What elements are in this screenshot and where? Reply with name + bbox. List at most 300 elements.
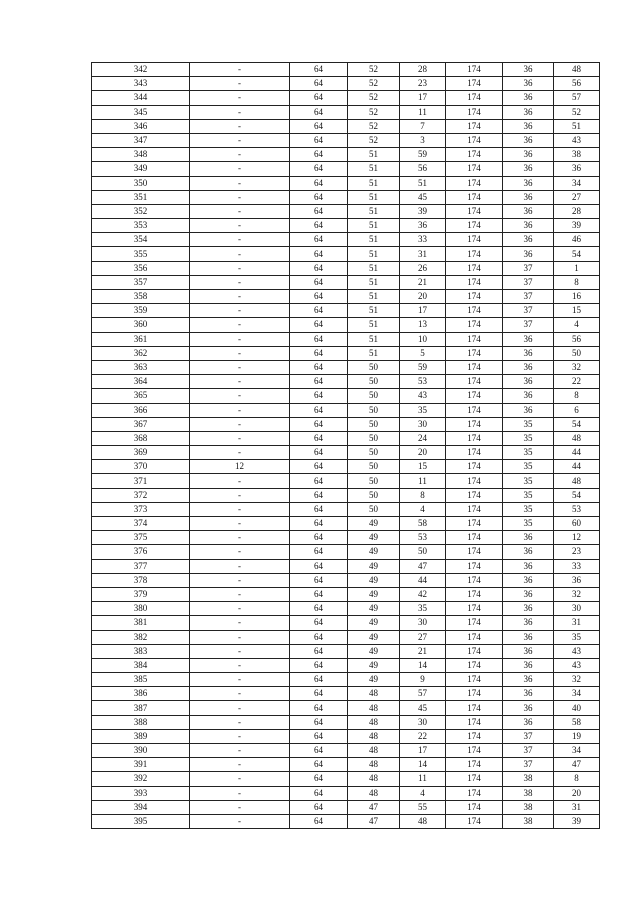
cell-col-h: 22 <box>554 375 600 389</box>
table-row <box>92 446 600 460</box>
cell-col-c: 64 <box>290 403 348 417</box>
cell-col-h: 51 <box>554 119 600 133</box>
cell-col-c: 64 <box>290 559 348 573</box>
cell-col-e: 21 <box>400 275 446 289</box>
cell-col-b: - <box>190 290 290 304</box>
cell-row-number: 375 <box>92 531 190 545</box>
table-row <box>92 275 600 289</box>
cell-col-c: 64 <box>290 119 348 133</box>
table-row <box>92 517 600 531</box>
cell-col-e: 51 <box>400 176 446 190</box>
cell-col-f: 174 <box>446 772 503 786</box>
cell-col-b: - <box>190 233 290 247</box>
table-row <box>92 502 600 516</box>
cell-col-h: 31 <box>554 616 600 630</box>
cell-col-c: 64 <box>290 247 348 261</box>
cell-col-e: 42 <box>400 587 446 601</box>
cell-col-e: 28 <box>400 63 446 77</box>
cell-row-number: 349 <box>92 162 190 176</box>
cell-col-g: 36 <box>503 587 554 601</box>
cell-col-h: 50 <box>554 346 600 360</box>
cell-col-d: 49 <box>348 630 400 644</box>
cell-col-b: - <box>190 162 290 176</box>
cell-col-h: 54 <box>554 247 600 261</box>
cell-col-c: 64 <box>290 417 348 431</box>
cell-col-h: 15 <box>554 304 600 318</box>
cell-col-b: - <box>190 687 290 701</box>
cell-col-g: 37 <box>503 304 554 318</box>
cell-col-g: 36 <box>503 119 554 133</box>
cell-col-d: 52 <box>348 77 400 91</box>
cell-col-b: - <box>190 673 290 687</box>
cell-row-number: 354 <box>92 233 190 247</box>
cell-col-c: 64 <box>290 744 348 758</box>
cell-row-number: 356 <box>92 261 190 275</box>
cell-row-number: 395 <box>92 814 190 828</box>
cell-col-d: 48 <box>348 715 400 729</box>
cell-col-b: - <box>190 91 290 105</box>
cell-col-b: - <box>190 275 290 289</box>
cell-row-number: 389 <box>92 729 190 743</box>
cell-col-d: 49 <box>348 658 400 672</box>
cell-col-h: 27 <box>554 190 600 204</box>
cell-col-c: 64 <box>290 786 348 800</box>
cell-row-number: 342 <box>92 63 190 77</box>
cell-col-f: 174 <box>446 105 503 119</box>
cell-col-c: 64 <box>290 758 348 772</box>
table-row <box>92 658 600 672</box>
cell-col-f: 174 <box>446 119 503 133</box>
cell-col-c: 64 <box>290 715 348 729</box>
cell-col-e: 30 <box>400 417 446 431</box>
cell-row-number: 348 <box>92 148 190 162</box>
cell-col-e: 11 <box>400 105 446 119</box>
cell-col-c: 64 <box>290 460 348 474</box>
cell-row-number: 366 <box>92 403 190 417</box>
cell-col-e: 8 <box>400 488 446 502</box>
cell-col-f: 174 <box>446 559 503 573</box>
cell-row-number: 359 <box>92 304 190 318</box>
cell-col-e: 33 <box>400 233 446 247</box>
cell-col-h: 30 <box>554 602 600 616</box>
cell-col-d: 51 <box>348 346 400 360</box>
cell-col-f: 174 <box>446 417 503 431</box>
cell-col-g: 36 <box>503 658 554 672</box>
cell-col-c: 64 <box>290 644 348 658</box>
cell-col-g: 36 <box>503 559 554 573</box>
cell-col-f: 174 <box>446 786 503 800</box>
cell-col-c: 64 <box>290 687 348 701</box>
cell-row-number: 377 <box>92 559 190 573</box>
cell-col-g: 37 <box>503 318 554 332</box>
cell-col-c: 64 <box>290 346 348 360</box>
cell-col-e: 4 <box>400 502 446 516</box>
cell-row-number: 363 <box>92 360 190 374</box>
table-row <box>92 701 600 715</box>
cell-col-c: 64 <box>290 176 348 190</box>
cell-row-number: 361 <box>92 332 190 346</box>
cell-col-e: 45 <box>400 190 446 204</box>
cell-col-d: 51 <box>348 332 400 346</box>
cell-col-f: 174 <box>446 687 503 701</box>
cell-col-c: 64 <box>290 261 348 275</box>
table-row <box>92 389 600 403</box>
cell-col-g: 36 <box>503 545 554 559</box>
cell-col-g: 36 <box>503 715 554 729</box>
cell-col-g: 36 <box>503 91 554 105</box>
cell-col-c: 64 <box>290 190 348 204</box>
cell-col-f: 174 <box>446 204 503 218</box>
cell-col-f: 174 <box>446 233 503 247</box>
cell-col-d: 49 <box>348 531 400 545</box>
cell-col-h: 58 <box>554 715 600 729</box>
cell-col-c: 64 <box>290 587 348 601</box>
cell-col-b: - <box>190 488 290 502</box>
cell-col-f: 174 <box>446 460 503 474</box>
cell-col-f: 174 <box>446 474 503 488</box>
cell-col-b: - <box>190 573 290 587</box>
cell-col-b: - <box>190 644 290 658</box>
cell-row-number: 379 <box>92 587 190 601</box>
table-row <box>92 616 600 630</box>
table-row <box>92 772 600 786</box>
cell-col-f: 174 <box>446 403 503 417</box>
cell-col-e: 59 <box>400 360 446 374</box>
cell-col-d: 50 <box>348 502 400 516</box>
cell-col-g: 35 <box>503 446 554 460</box>
cell-col-e: 24 <box>400 431 446 445</box>
cell-row-number: 373 <box>92 502 190 516</box>
cell-col-f: 174 <box>446 644 503 658</box>
cell-col-f: 174 <box>446 729 503 743</box>
cell-col-e: 22 <box>400 729 446 743</box>
cell-col-g: 37 <box>503 275 554 289</box>
cell-col-g: 36 <box>503 389 554 403</box>
table-row <box>92 403 600 417</box>
cell-col-g: 36 <box>503 148 554 162</box>
cell-col-g: 36 <box>503 77 554 91</box>
cell-col-f: 174 <box>446 517 503 531</box>
cell-col-d: 50 <box>348 474 400 488</box>
cell-col-b: - <box>190 346 290 360</box>
cell-col-h: 54 <box>554 488 600 502</box>
table-row <box>92 460 600 474</box>
cell-col-h: 43 <box>554 644 600 658</box>
table-row <box>92 814 600 828</box>
cell-col-g: 36 <box>503 105 554 119</box>
cell-col-d: 49 <box>348 545 400 559</box>
cell-col-h: 34 <box>554 176 600 190</box>
cell-col-h: 8 <box>554 772 600 786</box>
cell-row-number: 365 <box>92 389 190 403</box>
cell-col-e: 5 <box>400 346 446 360</box>
cell-col-f: 174 <box>446 658 503 672</box>
cell-row-number: 368 <box>92 431 190 445</box>
cell-col-f: 174 <box>446 602 503 616</box>
cell-col-f: 174 <box>446 176 503 190</box>
table-row <box>92 630 600 644</box>
cell-row-number: 344 <box>92 91 190 105</box>
cell-col-d: 52 <box>348 119 400 133</box>
table-body <box>92 63 600 829</box>
cell-col-b: - <box>190 176 290 190</box>
cell-col-e: 50 <box>400 545 446 559</box>
cell-col-d: 51 <box>348 176 400 190</box>
table-row <box>92 573 600 587</box>
cell-col-e: 23 <box>400 77 446 91</box>
cell-col-b: - <box>190 772 290 786</box>
cell-col-h: 35 <box>554 630 600 644</box>
table-row <box>92 190 600 204</box>
cell-col-h: 16 <box>554 290 600 304</box>
cell-col-d: 49 <box>348 673 400 687</box>
cell-col-d: 50 <box>348 403 400 417</box>
cell-col-h: 32 <box>554 673 600 687</box>
cell-col-d: 49 <box>348 587 400 601</box>
cell-col-d: 50 <box>348 460 400 474</box>
cell-col-g: 36 <box>503 630 554 644</box>
cell-col-b: - <box>190 148 290 162</box>
table-row <box>92 729 600 743</box>
cell-col-d: 47 <box>348 800 400 814</box>
cell-col-e: 20 <box>400 290 446 304</box>
cell-col-e: 57 <box>400 687 446 701</box>
table-row <box>92 375 600 389</box>
table-row <box>92 587 600 601</box>
cell-row-number: 350 <box>92 176 190 190</box>
cell-col-f: 174 <box>446 800 503 814</box>
cell-col-f: 174 <box>446 346 503 360</box>
table-row <box>92 488 600 502</box>
cell-col-d: 51 <box>348 247 400 261</box>
cell-col-g: 36 <box>503 204 554 218</box>
cell-col-g: 36 <box>503 233 554 247</box>
cell-col-c: 64 <box>290 616 348 630</box>
cell-col-d: 51 <box>348 318 400 332</box>
cell-col-h: 28 <box>554 204 600 218</box>
cell-col-d: 50 <box>348 417 400 431</box>
cell-col-g: 36 <box>503 687 554 701</box>
cell-col-b: - <box>190 403 290 417</box>
cell-col-c: 64 <box>290 91 348 105</box>
table-row <box>92 105 600 119</box>
table-row <box>92 219 600 233</box>
cell-col-d: 48 <box>348 772 400 786</box>
cell-col-b: - <box>190 587 290 601</box>
cell-row-number: 394 <box>92 800 190 814</box>
cell-col-d: 49 <box>348 517 400 531</box>
cell-col-b: - <box>190 616 290 630</box>
cell-col-c: 64 <box>290 389 348 403</box>
table-row <box>92 531 600 545</box>
cell-col-d: 52 <box>348 91 400 105</box>
table-row <box>92 247 600 261</box>
cell-row-number: 360 <box>92 318 190 332</box>
cell-col-c: 64 <box>290 318 348 332</box>
cell-col-e: 7 <box>400 119 446 133</box>
cell-col-e: 47 <box>400 559 446 573</box>
cell-col-g: 36 <box>503 346 554 360</box>
cell-col-b: 12 <box>190 460 290 474</box>
cell-col-g: 37 <box>503 261 554 275</box>
cell-col-b: - <box>190 715 290 729</box>
cell-col-c: 64 <box>290 602 348 616</box>
cell-col-c: 64 <box>290 474 348 488</box>
cell-col-h: 19 <box>554 729 600 743</box>
cell-col-f: 174 <box>446 360 503 374</box>
table-row <box>92 332 600 346</box>
cell-row-number: 364 <box>92 375 190 389</box>
cell-col-c: 64 <box>290 573 348 587</box>
cell-col-h: 36 <box>554 162 600 176</box>
cell-col-d: 52 <box>348 133 400 147</box>
cell-row-number: 382 <box>92 630 190 644</box>
cell-col-g: 35 <box>503 488 554 502</box>
cell-col-d: 52 <box>348 105 400 119</box>
cell-col-d: 49 <box>348 573 400 587</box>
table-row <box>92 800 600 814</box>
cell-col-h: 12 <box>554 531 600 545</box>
cell-col-f: 174 <box>446 304 503 318</box>
cell-col-g: 36 <box>503 176 554 190</box>
cell-col-e: 26 <box>400 261 446 275</box>
table-row <box>92 318 600 332</box>
cell-col-d: 51 <box>348 275 400 289</box>
cell-col-f: 174 <box>446 148 503 162</box>
cell-col-f: 174 <box>446 247 503 261</box>
cell-col-g: 38 <box>503 814 554 828</box>
cell-col-d: 48 <box>348 729 400 743</box>
cell-col-b: - <box>190 219 290 233</box>
cell-col-e: 15 <box>400 460 446 474</box>
cell-col-b: - <box>190 559 290 573</box>
cell-col-f: 174 <box>446 701 503 715</box>
cell-col-c: 64 <box>290 162 348 176</box>
cell-col-e: 30 <box>400 616 446 630</box>
cell-col-f: 174 <box>446 275 503 289</box>
cell-col-b: - <box>190 744 290 758</box>
cell-col-h: 8 <box>554 389 600 403</box>
cell-row-number: 358 <box>92 290 190 304</box>
cell-row-number: 381 <box>92 616 190 630</box>
cell-col-e: 4 <box>400 786 446 800</box>
cell-col-h: 34 <box>554 687 600 701</box>
cell-col-d: 52 <box>348 63 400 77</box>
cell-row-number: 388 <box>92 715 190 729</box>
cell-row-number: 374 <box>92 517 190 531</box>
cell-col-f: 174 <box>446 715 503 729</box>
cell-row-number: 351 <box>92 190 190 204</box>
cell-col-g: 35 <box>503 502 554 516</box>
cell-row-number: 387 <box>92 701 190 715</box>
cell-col-b: - <box>190 602 290 616</box>
cell-col-d: 50 <box>348 360 400 374</box>
cell-col-g: 35 <box>503 460 554 474</box>
table-row <box>92 63 600 77</box>
cell-row-number: 345 <box>92 105 190 119</box>
cell-col-g: 37 <box>503 744 554 758</box>
cell-row-number: 346 <box>92 119 190 133</box>
cell-col-c: 64 <box>290 729 348 743</box>
cell-col-d: 50 <box>348 389 400 403</box>
cell-col-e: 27 <box>400 630 446 644</box>
cell-col-d: 51 <box>348 204 400 218</box>
cell-col-e: 11 <box>400 772 446 786</box>
cell-col-c: 64 <box>290 814 348 828</box>
cell-col-e: 48 <box>400 814 446 828</box>
cell-col-c: 64 <box>290 630 348 644</box>
cell-row-number: 392 <box>92 772 190 786</box>
cell-col-e: 9 <box>400 673 446 687</box>
cell-col-h: 54 <box>554 417 600 431</box>
cell-col-b: - <box>190 502 290 516</box>
cell-row-number: 372 <box>92 488 190 502</box>
cell-col-h: 31 <box>554 800 600 814</box>
cell-col-c: 64 <box>290 446 348 460</box>
table-row <box>92 77 600 91</box>
cell-col-e: 31 <box>400 247 446 261</box>
cell-row-number: 343 <box>92 77 190 91</box>
cell-row-number: 367 <box>92 417 190 431</box>
cell-col-e: 53 <box>400 375 446 389</box>
cell-col-c: 64 <box>290 332 348 346</box>
cell-col-d: 51 <box>348 304 400 318</box>
cell-col-b: - <box>190 545 290 559</box>
cell-col-f: 174 <box>446 219 503 233</box>
table-row <box>92 204 600 218</box>
cell-col-f: 174 <box>446 318 503 332</box>
cell-col-g: 35 <box>503 517 554 531</box>
cell-col-e: 55 <box>400 800 446 814</box>
cell-row-number: 355 <box>92 247 190 261</box>
cell-col-c: 64 <box>290 658 348 672</box>
cell-row-number: 353 <box>92 219 190 233</box>
cell-col-f: 174 <box>446 389 503 403</box>
table-row <box>92 602 600 616</box>
cell-col-g: 38 <box>503 772 554 786</box>
cell-col-g: 36 <box>503 133 554 147</box>
cell-col-f: 174 <box>446 431 503 445</box>
cell-col-h: 39 <box>554 814 600 828</box>
cell-row-number: 352 <box>92 204 190 218</box>
cell-col-c: 64 <box>290 531 348 545</box>
table-row <box>92 176 600 190</box>
cell-col-e: 14 <box>400 658 446 672</box>
cell-col-g: 36 <box>503 531 554 545</box>
cell-col-b: - <box>190 375 290 389</box>
cell-col-b: - <box>190 247 290 261</box>
cell-row-number: 376 <box>92 545 190 559</box>
cell-col-c: 64 <box>290 304 348 318</box>
cell-col-h: 60 <box>554 517 600 531</box>
cell-col-e: 59 <box>400 148 446 162</box>
cell-col-h: 1 <box>554 261 600 275</box>
cell-col-b: - <box>190 304 290 318</box>
cell-col-b: - <box>190 446 290 460</box>
cell-row-number: 380 <box>92 602 190 616</box>
cell-col-d: 51 <box>348 148 400 162</box>
cell-col-c: 64 <box>290 219 348 233</box>
cell-col-g: 35 <box>503 417 554 431</box>
cell-col-e: 30 <box>400 715 446 729</box>
table-row <box>92 346 600 360</box>
cell-col-f: 174 <box>446 744 503 758</box>
cell-col-b: - <box>190 63 290 77</box>
cell-col-f: 174 <box>446 814 503 828</box>
cell-col-d: 51 <box>348 219 400 233</box>
cell-col-e: 14 <box>400 758 446 772</box>
cell-col-e: 58 <box>400 517 446 531</box>
